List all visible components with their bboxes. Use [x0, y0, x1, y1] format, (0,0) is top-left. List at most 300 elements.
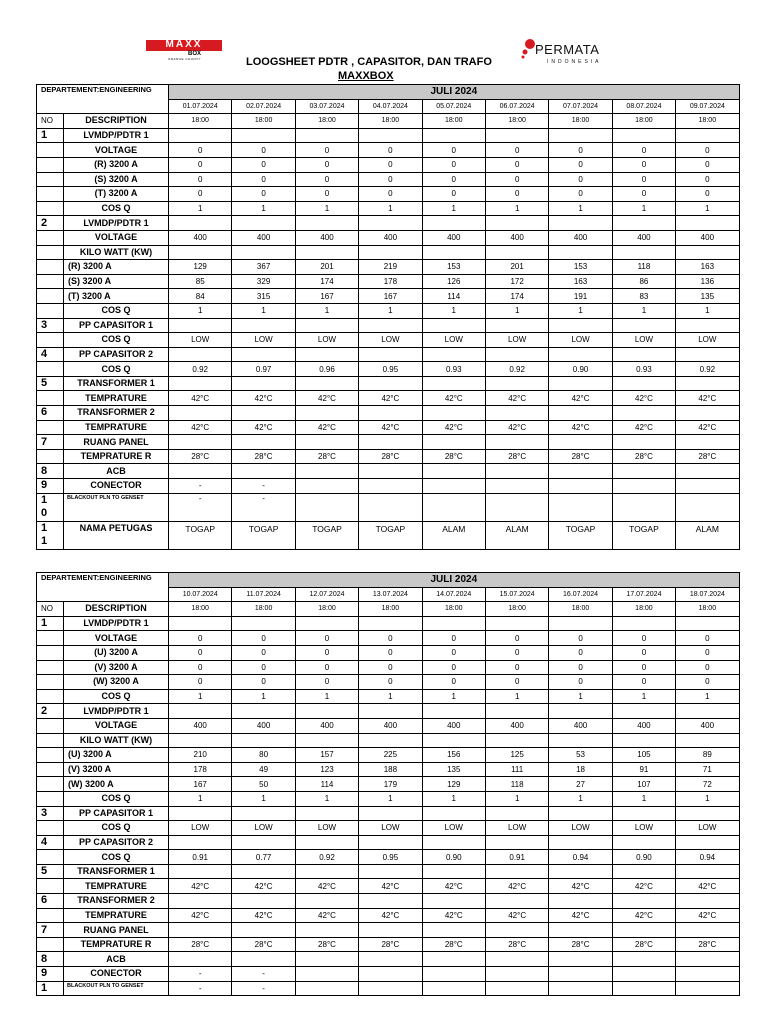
value-cell: 0 — [295, 172, 358, 187]
value-cell: 42°C — [169, 879, 232, 894]
empty-cell — [169, 894, 232, 909]
empty-cell — [232, 733, 295, 748]
date-cell: 12.07.2024 — [295, 587, 358, 602]
time-cell: 18:00 — [359, 602, 422, 617]
value-cell: 1 — [359, 201, 422, 216]
value-cell: 0 — [295, 675, 358, 690]
empty-cell — [359, 835, 422, 850]
value-cell: 28°C — [232, 937, 295, 952]
row-number: 5 — [37, 864, 64, 879]
value-cell: 201 — [485, 260, 548, 275]
empty-cell — [169, 406, 232, 421]
value-cell: 1 — [295, 689, 358, 704]
value-cell: 1 — [485, 303, 548, 318]
month-header: JULI 2024 — [169, 85, 740, 100]
empty-cell — [37, 420, 64, 435]
description-cell: (R) 3200 A — [64, 260, 169, 275]
row-number: 8 — [37, 464, 64, 479]
empty-cell — [232, 245, 295, 260]
empty-cell — [422, 347, 485, 362]
value-cell: 1 — [359, 689, 422, 704]
empty-cell — [169, 616, 232, 631]
value-cell: 42°C — [232, 391, 295, 406]
value-cell: 1 — [359, 791, 422, 806]
value-cell: 0 — [422, 172, 485, 187]
empty-cell — [549, 733, 612, 748]
description-cell: VOLTAGE — [64, 631, 169, 646]
no-header: NO — [37, 602, 64, 617]
empty-cell — [359, 376, 422, 391]
empty-cell — [37, 172, 64, 187]
value-cell: 1 — [169, 201, 232, 216]
empty-cell — [169, 952, 232, 967]
value-cell: 0 — [549, 157, 612, 172]
empty-cell — [676, 376, 739, 391]
row-number: 2 — [37, 704, 64, 719]
value-cell: 42°C — [485, 908, 548, 923]
empty-cell — [37, 333, 64, 348]
value-cell: 0.92 — [295, 850, 358, 865]
empty-cell — [422, 464, 485, 479]
empty-cell — [295, 894, 358, 909]
empty-cell — [37, 187, 64, 202]
empty-cell — [422, 733, 485, 748]
value-cell: 114 — [295, 777, 358, 792]
value-cell: 123 — [295, 762, 358, 777]
value-cell: LOW — [169, 821, 232, 836]
empty-cell — [37, 733, 64, 748]
value-cell: 400 — [485, 718, 548, 733]
value-cell: 0 — [485, 675, 548, 690]
value-cell: ALAM — [422, 521, 485, 549]
value-cell: 0 — [295, 143, 358, 158]
empty-cell — [37, 362, 64, 377]
value-cell: LOW — [359, 333, 422, 348]
empty-cell — [295, 952, 358, 967]
empty-cell — [676, 435, 739, 450]
value-cell: 53 — [549, 748, 612, 763]
value-cell: 0 — [549, 172, 612, 187]
value-cell: 1 — [612, 689, 675, 704]
value-cell: 1 — [232, 201, 295, 216]
value-cell: 1 — [232, 791, 295, 806]
empty-cell — [422, 864, 485, 879]
empty-cell — [232, 347, 295, 362]
value-cell: 0 — [232, 187, 295, 202]
empty-cell — [485, 616, 548, 631]
value-cell: 0.90 — [612, 850, 675, 865]
value-cell: 0.95 — [359, 850, 422, 865]
value-cell: 157 — [295, 748, 358, 763]
description-cell: LVMDP/PDTR 1 — [64, 128, 169, 143]
value-cell — [422, 981, 485, 996]
empty-cell — [232, 923, 295, 938]
time-cell: 18:00 — [612, 602, 675, 617]
value-cell: 27 — [549, 777, 612, 792]
value-cell: 28°C — [676, 937, 739, 952]
empty-cell — [422, 923, 485, 938]
value-cell: LOW — [549, 821, 612, 836]
value-cell: 28°C — [422, 937, 485, 952]
empty-cell — [169, 216, 232, 231]
empty-cell — [612, 406, 675, 421]
value-cell: 42°C — [422, 879, 485, 894]
value-cell: 89 — [676, 748, 739, 763]
value-cell: 1 — [169, 689, 232, 704]
empty-cell — [549, 128, 612, 143]
empty-cell — [359, 864, 422, 879]
value-cell: 107 — [612, 777, 675, 792]
value-cell: 80 — [232, 748, 295, 763]
value-cell: 201 — [295, 260, 358, 275]
value-cell — [485, 479, 548, 494]
row-number: 2 — [37, 216, 64, 231]
value-cell: 0 — [422, 675, 485, 690]
empty-cell — [612, 216, 675, 231]
value-cell: - — [232, 967, 295, 982]
value-cell: 135 — [676, 289, 739, 304]
empty-cell — [232, 616, 295, 631]
value-cell: 28°C — [485, 937, 548, 952]
value-cell: 0.92 — [169, 362, 232, 377]
empty-cell — [485, 216, 548, 231]
description-cell: (V) 3200 A — [64, 762, 169, 777]
empty-cell — [37, 791, 64, 806]
empty-cell — [676, 864, 739, 879]
empty-cell — [422, 245, 485, 260]
description-cell: TEMPRATURE R — [64, 449, 169, 464]
department-label: DEPARTEMENT:ENGINEERING — [37, 573, 169, 602]
value-cell: 42°C — [232, 879, 295, 894]
value-cell: 18 — [549, 762, 612, 777]
value-cell: 0 — [359, 143, 422, 158]
time-cell: 18:00 — [169, 602, 232, 617]
time-cell: 18:00 — [295, 114, 358, 129]
value-cell: 42°C — [169, 420, 232, 435]
value-cell: 0 — [232, 660, 295, 675]
value-cell: 400 — [422, 230, 485, 245]
empty-cell — [485, 245, 548, 260]
value-cell: 0 — [549, 660, 612, 675]
value-cell: 0 — [422, 631, 485, 646]
value-cell: 0 — [612, 143, 675, 158]
empty-cell — [169, 128, 232, 143]
value-cell: 1 — [612, 791, 675, 806]
value-cell: 1 — [485, 201, 548, 216]
empty-cell — [549, 245, 612, 260]
description-cell: KILO WATT (KW) — [64, 245, 169, 260]
value-cell: 0.92 — [676, 362, 739, 377]
value-cell: 86 — [612, 274, 675, 289]
value-cell: 0 — [676, 631, 739, 646]
value-cell: LOW — [422, 821, 485, 836]
value-cell: 1 — [676, 689, 739, 704]
value-cell: 42°C — [422, 908, 485, 923]
description-cell: VOLTAGE — [64, 230, 169, 245]
value-cell: 42°C — [295, 908, 358, 923]
document-subtitle: MAXXBOX — [338, 70, 394, 82]
row-number: 1 — [37, 128, 64, 143]
value-cell — [422, 479, 485, 494]
value-cell: 0 — [676, 143, 739, 158]
value-cell: 0 — [359, 675, 422, 690]
empty-cell — [37, 201, 64, 216]
empty-cell — [232, 376, 295, 391]
value-cell: 0 — [359, 187, 422, 202]
empty-cell — [612, 318, 675, 333]
value-cell: 400 — [232, 230, 295, 245]
empty-cell — [422, 835, 485, 850]
value-cell: 1 — [676, 201, 739, 216]
value-cell: 42°C — [169, 391, 232, 406]
value-cell: 153 — [422, 260, 485, 275]
empty-cell — [549, 406, 612, 421]
empty-cell — [612, 835, 675, 850]
document-title: LOOGSHEET PDTR , CAPASITOR, DAN TRAFO — [246, 56, 492, 68]
value-cell: 0 — [169, 157, 232, 172]
value-cell: 1 — [232, 689, 295, 704]
value-cell: 400 — [549, 230, 612, 245]
empty-cell — [37, 937, 64, 952]
value-cell: 315 — [232, 289, 295, 304]
value-cell — [549, 493, 612, 521]
value-cell: LOW — [676, 821, 739, 836]
description-cell: COS Q — [64, 201, 169, 216]
value-cell: 42°C — [169, 908, 232, 923]
value-cell: 0 — [485, 631, 548, 646]
logsheet-table-1 — [36, 84, 740, 550]
value-cell: 42°C — [295, 391, 358, 406]
row-number: 9 — [37, 479, 64, 494]
empty-cell — [169, 806, 232, 821]
value-cell: 125 — [485, 748, 548, 763]
empty-cell — [676, 245, 739, 260]
value-cell: 0 — [359, 157, 422, 172]
value-cell: 28°C — [169, 937, 232, 952]
value-cell: 0 — [612, 660, 675, 675]
empty-cell — [295, 835, 358, 850]
description-cell: DESCRIPTION — [64, 114, 169, 129]
description-cell: TEMPRATURE — [64, 908, 169, 923]
value-cell: 0 — [676, 645, 739, 660]
empty-cell — [37, 879, 64, 894]
empty-cell — [549, 347, 612, 362]
value-cell: - — [169, 479, 232, 494]
empty-cell — [676, 835, 739, 850]
empty-cell — [37, 631, 64, 646]
description-cell: (S) 3200 A — [64, 274, 169, 289]
empty-cell — [232, 894, 295, 909]
value-cell — [485, 981, 548, 996]
value-cell: TOGAP — [549, 521, 612, 549]
value-cell: 188 — [359, 762, 422, 777]
value-cell: 179 — [359, 777, 422, 792]
empty-cell — [549, 318, 612, 333]
empty-cell — [169, 704, 232, 719]
empty-cell — [37, 289, 64, 304]
time-cell: 18:00 — [612, 114, 675, 129]
empty-cell — [37, 245, 64, 260]
empty-cell — [359, 318, 422, 333]
value-cell — [295, 479, 358, 494]
value-cell — [549, 981, 612, 996]
row-number: 1 1 — [37, 521, 64, 549]
value-cell: 400 — [169, 718, 232, 733]
value-cell: 1 — [485, 791, 548, 806]
description-cell: COS Q — [64, 791, 169, 806]
value-cell: 1 — [169, 791, 232, 806]
value-cell: 42°C — [485, 420, 548, 435]
value-cell: 0 — [485, 645, 548, 660]
value-cell: 0 — [169, 172, 232, 187]
value-cell: 111 — [485, 762, 548, 777]
date-cell: 06.07.2024 — [485, 99, 548, 114]
empty-cell — [485, 894, 548, 909]
empty-cell — [612, 704, 675, 719]
empty-cell — [359, 806, 422, 821]
value-cell: 1 — [549, 201, 612, 216]
value-cell: 0 — [485, 660, 548, 675]
empty-cell — [422, 704, 485, 719]
empty-cell — [232, 806, 295, 821]
document-header — [0, 0, 768, 84]
empty-cell — [37, 645, 64, 660]
value-cell: 0.94 — [676, 850, 739, 865]
empty-cell — [612, 616, 675, 631]
date-cell: 01.07.2024 — [169, 99, 232, 114]
empty-cell — [169, 376, 232, 391]
value-cell: - — [232, 493, 295, 521]
value-cell: 118 — [612, 260, 675, 275]
row-number: 4 — [37, 835, 64, 850]
empty-cell — [549, 704, 612, 719]
empty-cell — [676, 952, 739, 967]
empty-cell — [485, 923, 548, 938]
description-cell: (W) 3200 A — [64, 777, 169, 792]
empty-cell — [37, 908, 64, 923]
value-cell: 1 — [232, 303, 295, 318]
empty-cell — [295, 245, 358, 260]
description-cell: TEMPRATURE R — [64, 937, 169, 952]
value-cell: LOW — [676, 333, 739, 348]
empty-cell — [612, 923, 675, 938]
value-cell: LOW — [549, 333, 612, 348]
value-cell: 0 — [232, 157, 295, 172]
maxxbox-logo: MAXX BOX ORANGE COUNTY — [146, 40, 224, 60]
value-cell: 0 — [612, 187, 675, 202]
description-cell: ACB — [64, 952, 169, 967]
value-cell: 1 — [422, 689, 485, 704]
value-cell: 28°C — [422, 449, 485, 464]
empty-cell — [169, 318, 232, 333]
description-cell: BLACKOUT PLN TO GENSET — [64, 493, 169, 521]
value-cell: 0.97 — [232, 362, 295, 377]
row-number: 1 0 — [37, 493, 64, 521]
permata-logo: PERMATA INDONESIA — [521, 38, 621, 68]
value-cell: 219 — [359, 260, 422, 275]
value-cell: 50 — [232, 777, 295, 792]
value-cell: 400 — [612, 718, 675, 733]
value-cell — [359, 981, 422, 996]
value-cell: 0.77 — [232, 850, 295, 865]
empty-cell — [37, 303, 64, 318]
row-number: 1 — [37, 616, 64, 631]
value-cell: 400 — [295, 230, 358, 245]
empty-cell — [37, 260, 64, 275]
value-cell: LOW — [169, 333, 232, 348]
row-number: 8 — [37, 952, 64, 967]
empty-cell — [359, 347, 422, 362]
description-cell: TRANSFORMER 2 — [64, 894, 169, 909]
value-cell: 28°C — [676, 449, 739, 464]
description-cell: (W) 3200 A — [64, 675, 169, 690]
empty-cell — [37, 274, 64, 289]
empty-cell — [485, 318, 548, 333]
value-cell: 0.94 — [549, 850, 612, 865]
value-cell — [612, 981, 675, 996]
value-cell — [676, 493, 739, 521]
value-cell: 0.96 — [295, 362, 358, 377]
value-cell: 0 — [676, 675, 739, 690]
time-cell: 18:00 — [422, 114, 485, 129]
empty-cell — [676, 128, 739, 143]
description-cell: DESCRIPTION — [64, 602, 169, 617]
value-cell: 28°C — [295, 449, 358, 464]
value-cell: 28°C — [359, 449, 422, 464]
value-cell: 0 — [422, 157, 485, 172]
row-number: 7 — [37, 923, 64, 938]
value-cell: 400 — [676, 230, 739, 245]
value-cell: 0.93 — [422, 362, 485, 377]
empty-cell — [37, 660, 64, 675]
value-cell: 49 — [232, 762, 295, 777]
value-cell: 0 — [232, 143, 295, 158]
value-cell: 167 — [295, 289, 358, 304]
value-cell: 400 — [295, 718, 358, 733]
value-cell: 85 — [169, 274, 232, 289]
value-cell: 1 — [676, 303, 739, 318]
empty-cell — [37, 748, 64, 763]
value-cell: 0 — [359, 172, 422, 187]
description-cell: LVMDP/PDTR 1 — [64, 216, 169, 231]
empty-cell — [612, 347, 675, 362]
date-cell: 03.07.2024 — [295, 99, 358, 114]
empty-cell — [359, 704, 422, 719]
value-cell: 42°C — [359, 879, 422, 894]
value-cell: 400 — [485, 230, 548, 245]
value-cell: 0 — [676, 187, 739, 202]
empty-cell — [549, 216, 612, 231]
value-cell: 0 — [485, 157, 548, 172]
value-cell: 400 — [169, 230, 232, 245]
row-number: 7 — [37, 435, 64, 450]
empty-cell — [295, 923, 358, 938]
description-cell: COS Q — [64, 689, 169, 704]
value-cell — [549, 967, 612, 982]
row-number: 3 — [37, 318, 64, 333]
empty-cell — [612, 245, 675, 260]
value-cell: 0.93 — [612, 362, 675, 377]
value-cell: TOGAP — [295, 521, 358, 549]
value-cell — [359, 493, 422, 521]
empty-cell — [295, 733, 358, 748]
time-cell: 18:00 — [295, 602, 358, 617]
value-cell: - — [232, 981, 295, 996]
value-cell: 1 — [295, 303, 358, 318]
value-cell: 0 — [169, 143, 232, 158]
value-cell: TOGAP — [359, 521, 422, 549]
time-cell: 18:00 — [422, 602, 485, 617]
